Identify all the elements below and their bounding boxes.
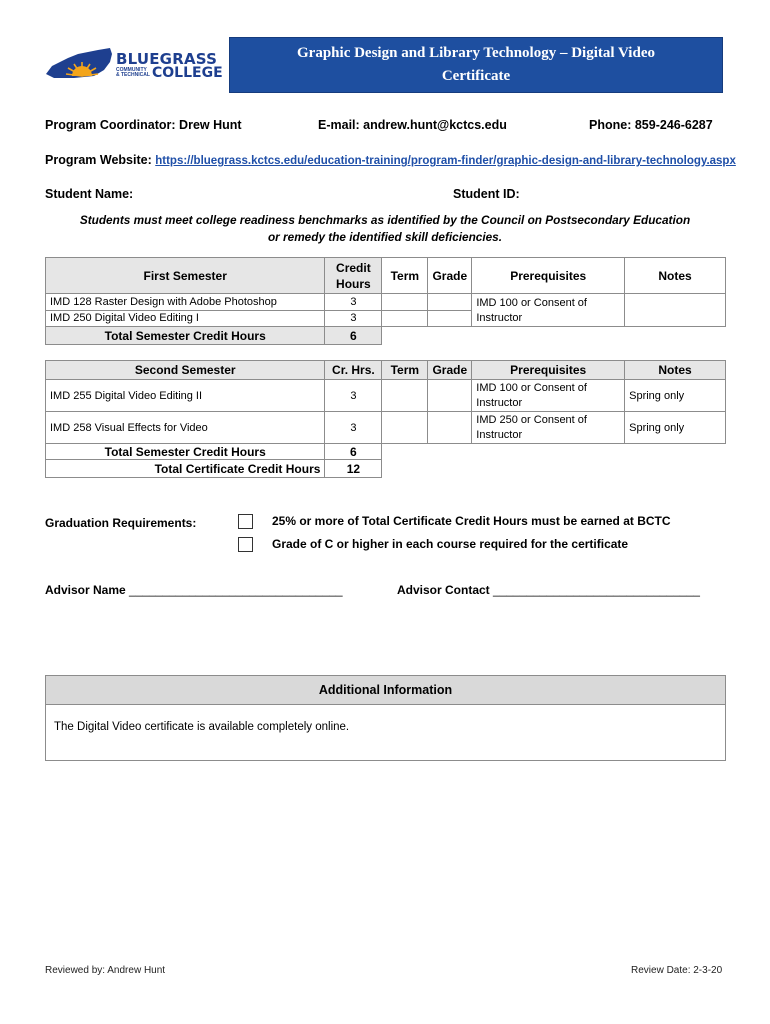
requirement-2-text: Grade of C or higher in each course required for the certificate: [272, 537, 629, 551]
college-logo: [44, 44, 223, 84]
phone-info: Phone: 859-246-6287: [589, 118, 713, 132]
website-info: Program Website: https://bluegrass.kctcs.edu/education-training/program-finder/graphic-design-and-library-technology.aspx: [45, 153, 736, 167]
additional-info-text: The Digital Video certificate is available completely online.: [54, 721, 350, 733]
logo-college: COLLEGE: [152, 65, 223, 81]
table-row: IMD 128 Raster Design with Adobe Photoshop 3 IMD 100 or Consent of Instructor: [46, 294, 726, 311]
total-row: Total Semester Credit Hours 6: [46, 444, 726, 460]
col-grade: Grade: [428, 258, 472, 294]
col-prereq: Prerequisites: [472, 258, 625, 294]
graduation-label: Graduation Requirements:: [45, 516, 197, 530]
readiness-notice: Students must meet college readiness benchmarks as identified by the Council on Postsecondary Education or remedy the identified skill deficiencies.: [79, 213, 691, 244]
advisor-contact-field[interactable]: Advisor Contact _______________________________: [397, 583, 700, 597]
reviewed-by: Reviewed by: Andrew Hunt: [45, 965, 166, 976]
student-name-label: Student Name:: [45, 187, 134, 201]
col-term: Term: [382, 258, 428, 294]
additional-info-title: Additional Information: [46, 676, 725, 705]
logo-name: BLUEGRASS: [116, 50, 218, 68]
requirement-1-text: 25% or more of Total Certificate Credit Hours must be earned at BCTC: [272, 514, 671, 528]
review-date: Review Date: 2-3-20: [631, 965, 723, 976]
page-title: Graphic Design and Library Technology – Digital Video Certificate: [229, 37, 723, 93]
col-credit: Credit Hours: [325, 258, 382, 294]
table-row: IMD 255 Digital Video Editing II 3 IMD 100 or Consent of Instructor Spring only: [46, 380, 726, 412]
requirement-2-checkbox[interactable]: [238, 537, 253, 552]
second-semester-table: Second Semester Cr. Hrs. Term Grade Prerequisites Notes IMD 255 Digital Video Editing II 3 IMD 100 or Consent of Instructor Spring only IMD 258 Visual Effects for Video 3 IMD 250 or Consent of Instructor Spring only Total Semester Credit Hours 6 Total Certificate Credit Hours 12: [45, 360, 726, 478]
student-id-label: Student ID:: [453, 187, 520, 201]
kentucky-sunrise-icon: [44, 44, 114, 84]
website-link[interactable]: https://bluegrass.kctcs.edu/education-training/program-finder/graphic-design-and-library-technology.aspx: [155, 155, 736, 167]
email-info: E-mail: andrew.hunt@kctcs.edu: [318, 118, 507, 132]
logo-community: COMMUNITY & TECHNICAL: [116, 67, 150, 78]
total-row: Total Semester Credit Hours 6: [46, 327, 726, 345]
requirement-1-checkbox[interactable]: [238, 514, 253, 529]
first-semester-table: [45, 257, 726, 345]
col-course: First Semester: [46, 258, 325, 294]
col-notes: Notes: [625, 258, 726, 294]
table-row: IMD 258 Visual Effects for Video 3 IMD 250 or Consent of Instructor Spring only: [46, 412, 726, 444]
additional-info-box: [45, 675, 726, 761]
certificate-total-row: Total Certificate Credit Hours 12: [46, 460, 726, 478]
advisor-name-field[interactable]: Advisor Name ________________________________: [45, 583, 343, 597]
table-row: IMD 250 Digital Video Editing I 3: [46, 310, 726, 327]
coordinator-info: Program Coordinator: Drew Hunt: [45, 118, 242, 132]
